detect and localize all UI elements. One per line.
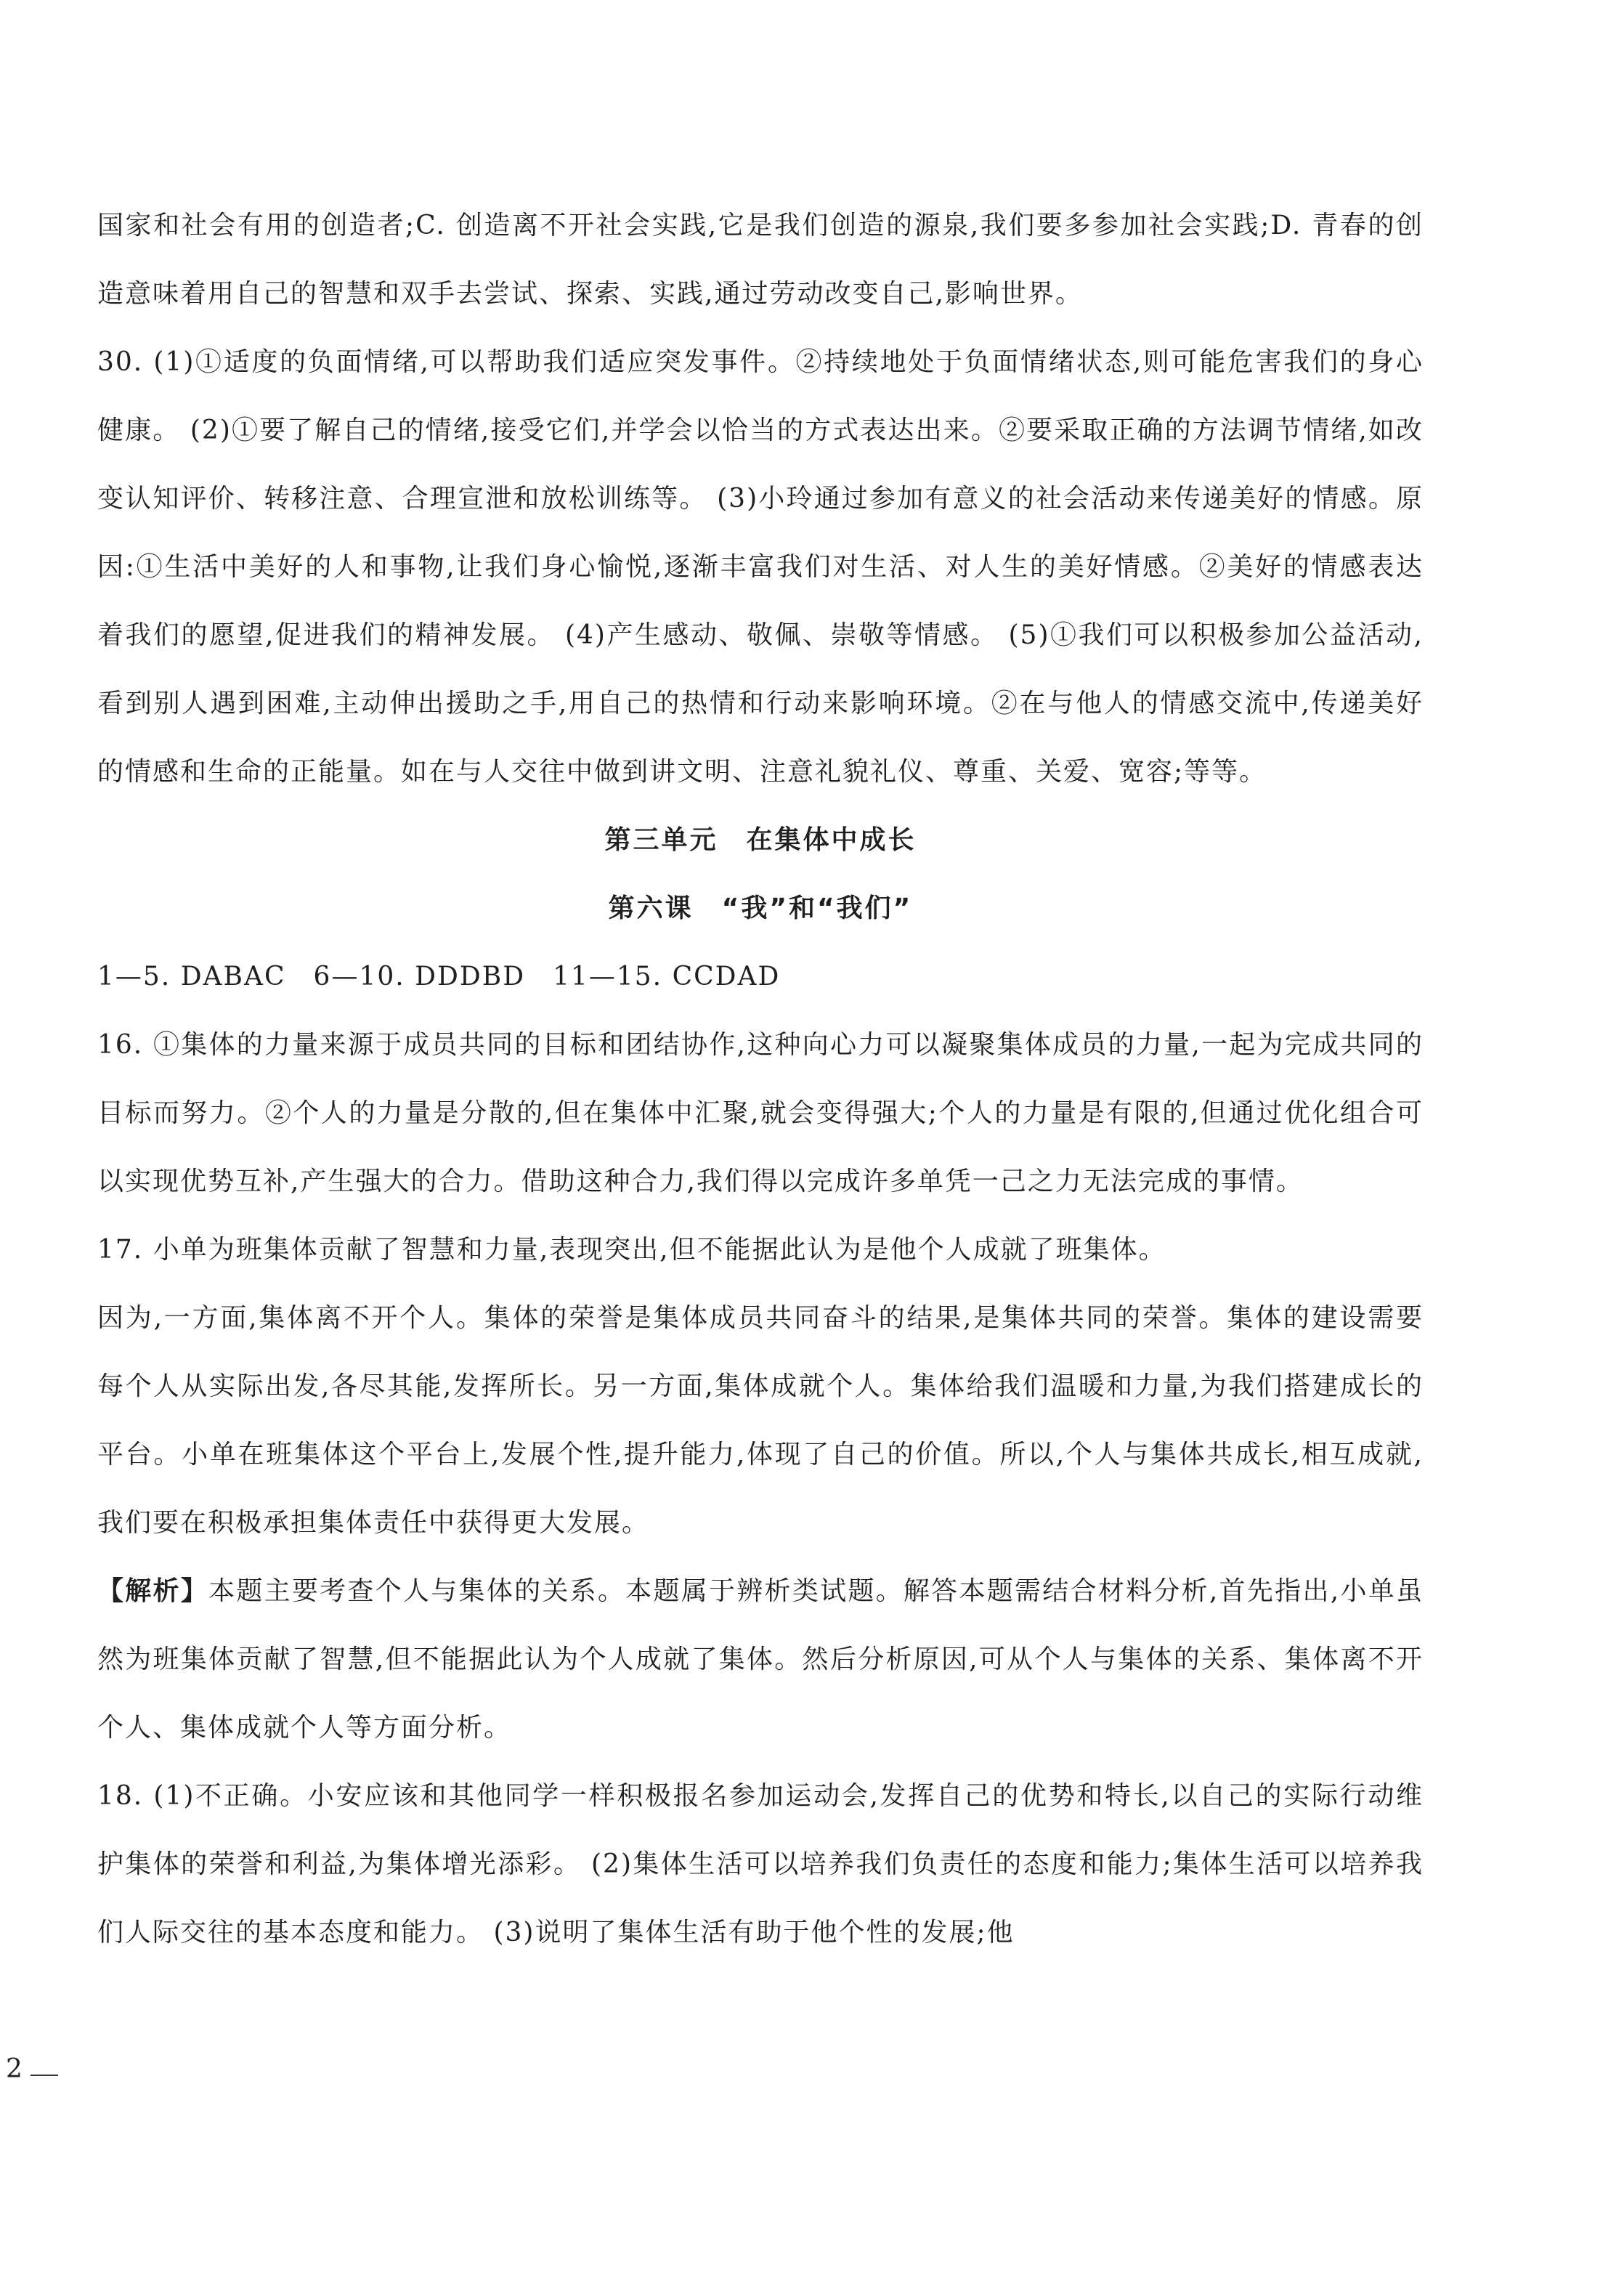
- unit-title: 第三单元 在集体中成长: [604, 825, 917, 855]
- answer-17-body: 因为,一方面,集体离不开个人。集体的荣誉是集体成员共同奋斗的结果,是集体共同的荣誉。集体的建设需要每个人从实际出发,各尽其能,发挥所长。另一方面,集体成就个人。集体给我们温暖和力量,为我们搭建成长的平台。小单在班集体这个平台上,发展个性,提升能力,体现了自己的价值。所以,个人与集体共成长,相互成就,我们要在积极承担集体责任中获得更大发展。: [97, 1303, 1424, 1538]
- analysis-tag: 【解析】: [97, 1576, 209, 1606]
- answer-30: 30. (1)①适度的负面情绪,可以帮助我们适应突发事件。②持续地处于负面情绪状态,则可能危害我们的身心健康。 (2)①要了解自己的情绪,接受它们,并学会以恰当的方式表达出来。②要采取正确的方法调节情绪,如改变认知评价、转移注意、合理宣泄和放松训练等。 (3)小玲通过参加有意义的社会活动来传递美好的情感。原因:①生活中美好的人和事物,让我们身心愉悦,逐渐丰富我们对生活、对人生的美好情感。②美好的情感表达着我们的愿望,促进我们的精神发展。 (4)产生感动、敬佩、崇敬等情感。 (5)①我们可以积极参加公益活动,看到别人遇到困难,主动伸出援助之手,用自己的热情和行动来影响环境。②在与他人的情感交流中,传递美好的情感和生命的正能量。如在与人交往中做到讲文明、注意礼貌礼仪、尊重、关爱、宽容;等等。: [97, 347, 1424, 787]
- answer-18: 18. (1)不正确。小安应该和其他同学一样积极报名参加运动会,发挥自己的优势和特长,以自己的实际行动维护集体的荣誉和利益,为集体增光添彩。 (2)集体生活可以培养我们负责任的态度和能力;集体生活可以培养我们人际交往的基本态度和能力。 (3)说明了集体生活有助于他个性的发展;他: [97, 1781, 1424, 1947]
- page-number: 2: [6, 2054, 23, 2084]
- analysis-block: [97, 1557, 1424, 1762]
- multiple-choice-answers: 1—5. DABAC 6—10. DDDBD 11—15. CCDAD: [97, 962, 781, 992]
- analysis-text: 本题主要考查个人与集体的关系。本题属于辨析类试题。解答本题需结合材料分析,首先指出,小单虽然为班集体贡献了智慧,但不能据此认为个人成就了集体。然后分析原因,可从个人与集体的关系、集体离不开个人、集体成就个人等方面分析。: [97, 1576, 1424, 1743]
- answer-17-lead: 17. 小单为班集体贡献了智慧和力量,表现突出,但不能据此认为是他个人成就了班集体。: [97, 1235, 1166, 1265]
- paragraph-continuation: 国家和社会有用的创造者;C. 创造离不开社会实践,它是我们创造的源泉,我们要多参加社会实践;D. 青春的创造意味着用自己的智慧和双手去尝试、探索、实践,通过劳动改变自己,影响世界。: [97, 211, 1424, 309]
- page-content: [97, 192, 1424, 1967]
- lesson-title: 第六课 “我”和“我们”: [608, 893, 913, 923]
- page-number-rule: [31, 2075, 58, 2076]
- answer-16: 16. ①集体的力量来源于成员共同的目标和团结协作,这种向心力可以凝聚集体成员的力量,一起为完成共同的目标而努力。②个人的力量是分散的,但在集体中汇聚,就会变得强大;个人的力量是有限的,但通过优化组合可以实现优势互补,产生强大的合力。借助这种合力,我们得以完成许多单凭一己之力无法完成的事情。: [97, 1030, 1424, 1196]
